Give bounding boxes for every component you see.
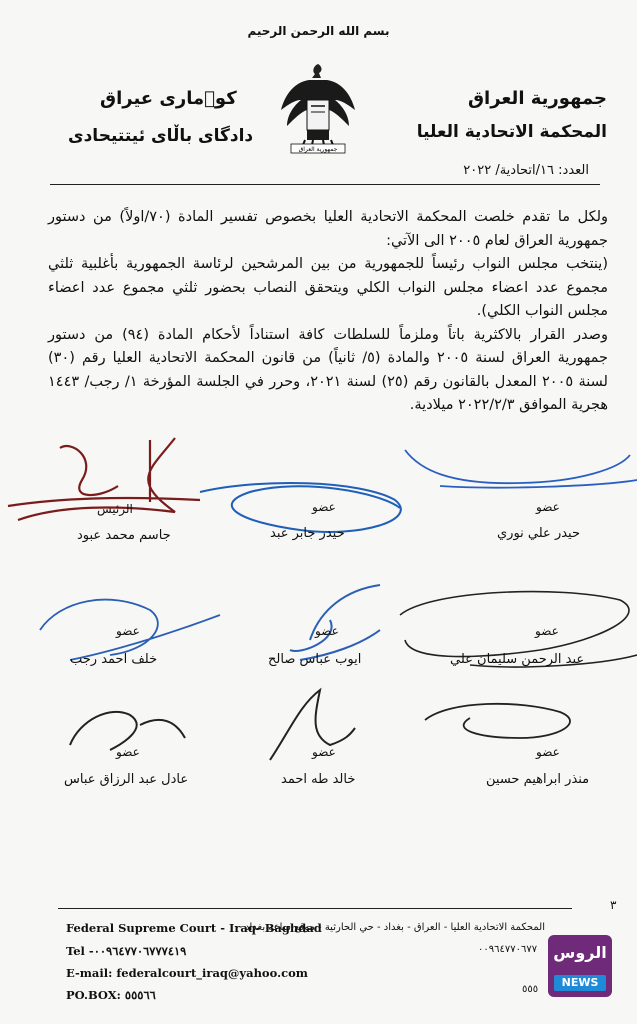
paragraph-1: ولكل ما تقدم خلصت المحكمة الاتحادية العليا بخصوص تفسير المادة (٧٠/اولاً) من دستور جمهورية العراق لعام ٢٠٠٥ الى الآتي: — [48, 209, 608, 249]
footer-pobox: PO.BOX: ٥٥٥٦٦ — [66, 988, 156, 1002]
signature-ink-s3 — [405, 450, 637, 488]
page-number: ٣ — [610, 898, 617, 912]
header-country-ar: جمهورية العراق — [467, 88, 607, 109]
signature-name-6: عبد الرحمن سليمان علي — [450, 652, 585, 667]
footer-divider — [58, 908, 572, 909]
signature-name-3: حيدر علي نوري — [497, 526, 581, 541]
watermark-logo — [548, 935, 612, 997]
signature-role-4: عضو — [116, 624, 140, 638]
signature-role-6: عضو — [535, 624, 559, 638]
signature-name-4: خلف احمد رجب — [70, 652, 158, 667]
header-country-ku: كو٘ماری عیراق — [100, 88, 237, 109]
emblem-caption: جمهورية العراق — [298, 146, 338, 153]
signature-name-8: خالد طه احمد — [281, 772, 356, 787]
basmala: بسم الله الرحمن الرحيم — [247, 24, 390, 38]
paragraph-2: (ينتخب مجلس النواب رئيساً للجمهورية من بين المرشحين لرئاسة الجمهورية بأغلبية ثلثي مجموع عدد اعضاء مجلس النواب الكلي ويتحقق النصاب بحضور ثلثي مجموع عدد اعضاء مجلس النواب الكلي). — [48, 256, 608, 319]
footer-court-en: Federal Supreme Court - Iraq- Baghdad — [66, 921, 322, 935]
signature-ink-s2 — [200, 483, 401, 532]
signature-role-1: الرئيس — [97, 502, 133, 516]
signature-name-1: جاسم محمد عبود — [77, 528, 171, 543]
signature-name-7: عادل عبد الرزاق عباس — [64, 772, 189, 787]
signature-ink-s5 — [290, 585, 380, 660]
watermark-news-badge: NEWS — [554, 975, 606, 991]
footer-address-ar: المحكمة الاتحادية العليا - العراق - بغداد - حي الحارثية - موقع ساعة بغداد — [245, 922, 545, 933]
signature-role-5: عضو — [315, 624, 339, 638]
signature-role-9: عضو — [536, 745, 560, 759]
signature-name-2: حيدر جابر عبد — [270, 526, 345, 541]
signature-role-2: عضو — [312, 500, 336, 514]
signature-ink-s9 — [425, 704, 570, 738]
header-court-ar: المحكمة الاتحادية العليا — [416, 122, 607, 142]
footer-email: E-mail: federalcourt_iraq@yahoo.com — [66, 966, 308, 980]
footer-tel-ar: ٠٠٩٦٤٧٧٠٦٧٧ — [478, 944, 538, 955]
signature-name-9: منذر ابراهيم حسين — [486, 772, 590, 787]
header-court-ku: دادگای باڵای ئیتتیحادی — [68, 126, 254, 146]
paragraph-3: وصدر القرار بالاكثرية باتاً وملزماً للسلطات كافة استناداً لأحكام المادة (٩٤) من دستور جمهورية العراق لسنة ٢٠٠٥ والمادة (٥/ ثانياً) من قانون المحكمة الاتحادية العليا رقم (٣٠) لسنة ٢٠٠٥ المعدل بالقانون رقم (٢٥) لسنة ٢٠٢١، وحرر في الجلسة المؤرخة ١/ رجب/ ١٤٤٣ هجرية الموافق ٢٠٢٢/٢/٣ ميلادية. — [48, 326, 609, 413]
reference-number: العدد: ١٦/اتحادية/ ٢٠٢٢ — [463, 163, 589, 178]
watermark-logo-text: الروس — [553, 943, 607, 962]
signature-role-7: عضو — [116, 745, 140, 759]
signature-name-5: ايوب عباس صالح — [268, 652, 362, 667]
footer-tel: Tel -٠٠٩٦٤٧٧٠٦٧٧٧٤١٩ — [66, 944, 187, 958]
footer-pobox-ar: ٥٥٥ — [522, 984, 539, 995]
signature-role-3: عضو — [536, 500, 560, 514]
signature-role-8: عضو — [312, 745, 336, 759]
